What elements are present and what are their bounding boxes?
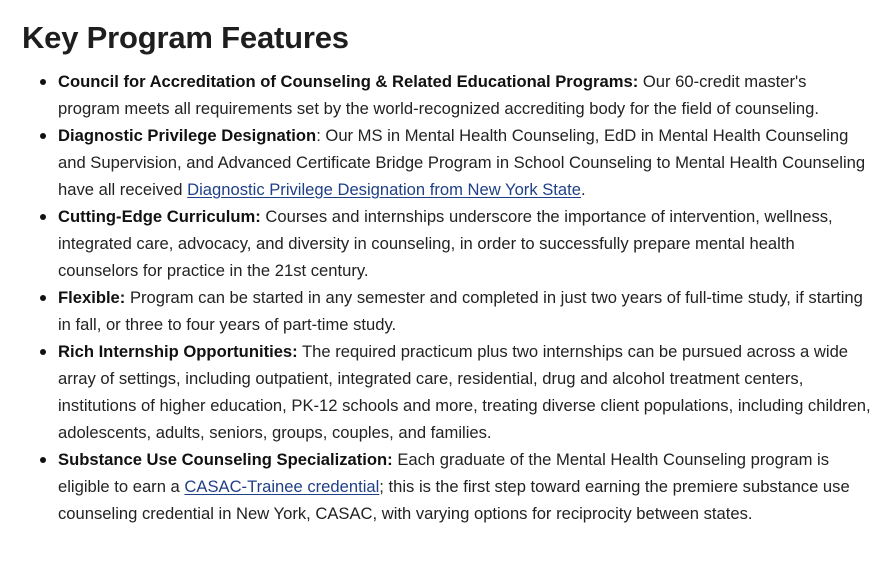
bullet-icon	[40, 79, 46, 85]
page-title: Key Program Features	[22, 20, 349, 55]
feature-title: Substance Use Counseling Specialization:	[58, 450, 393, 469]
feature-title: Flexible:	[58, 288, 126, 307]
list-item	[58, 122, 878, 203]
feature-text: .	[580, 180, 586, 199]
bullet-icon	[40, 133, 46, 139]
feature-text: Each graduate of the Mental Health Counseling program is eligible to earn a	[58, 450, 830, 496]
feature-title: Cutting-Edge Curriculum:	[58, 207, 261, 226]
list-item	[58, 338, 878, 446]
feature-list	[22, 68, 878, 527]
list-item	[58, 446, 878, 527]
diagnostic-privilege-link[interactable]: Diagnostic Privilege Designation from New York State	[187, 180, 581, 199]
bullet-icon	[40, 214, 46, 220]
feature-title: Council for Accreditation of Counseling & Related Educational Programs:	[58, 72, 639, 91]
feature-title: Diagnostic Privilege Designation	[58, 126, 317, 145]
feature-title: Rich Internship Opportunities:	[58, 342, 298, 361]
feature-text: Our 60-credit master's program meets all requirements set by the world-recognized accrediting body for the field of counseling.	[58, 72, 819, 118]
casac-trainee-link[interactable]: CASAC-Trainee credential	[184, 477, 380, 496]
list-item	[58, 68, 878, 122]
feature-text: : Our MS in Mental Health Counseling, EdD in Mental Health Counseling and Supervision, and Advanced Certificate Bridge Program in School Counseling to Mental Health Counseling have all received	[58, 126, 866, 199]
list-item	[58, 203, 878, 284]
feature-text: ; this is the first step toward earning the premiere substance use counseling credential in New York, CASAC, with varying options for reciprocity between states.	[58, 477, 850, 523]
feature-text: Courses and internships underscore the importance of intervention, wellness, integrated care, advocacy, and diversity in counseling, in order to successfully prepare mental health counselors for practice in the 21st century.	[58, 207, 833, 280]
feature-text: The required practicum plus two internships can be pursued across a wide array of settings, including outpatient, integrated care, residential, drug and alcohol treatment centers, institutions of higher education, PK-12 schools and more, treating diverse client populations, including children, adolescents, adults, seniors, groups, couples, and families.	[58, 342, 871, 442]
list-item	[58, 284, 878, 338]
bullet-icon	[40, 295, 46, 301]
feature-text: Program can be started in any semester and completed in just two years of full-time study, if starting in fall, or three to four years of part-time study.	[58, 288, 863, 334]
bullet-icon	[40, 349, 46, 355]
bullet-icon	[40, 457, 46, 463]
